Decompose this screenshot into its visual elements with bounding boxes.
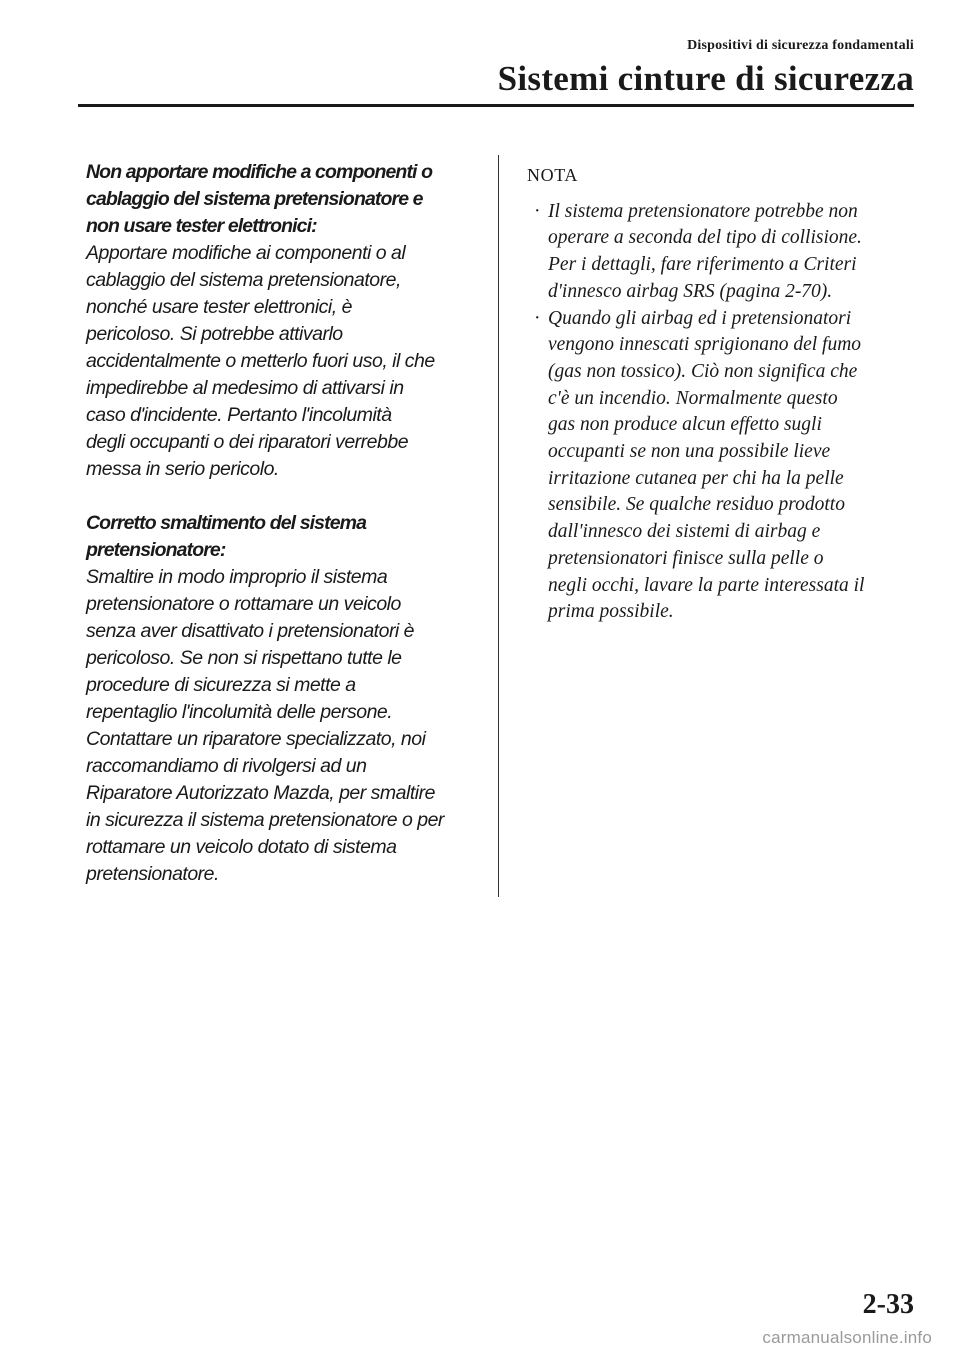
body-line: procedure di sicurezza si mette a xyxy=(86,674,356,696)
note-line: d'innesco airbag SRS (pagina 2-70). xyxy=(548,280,833,302)
note-line: negli occhi, lavare la parte interessata il xyxy=(548,574,865,596)
warning-heading xyxy=(86,510,486,564)
watermark: carmanualsonline.info xyxy=(762,1328,932,1347)
note-line: Per i dettagli, fare riferimento a Criteri xyxy=(548,254,857,276)
body-line: accidentalmente o metterlo fuori uso, il che xyxy=(86,350,435,372)
note-line: (gas non tossico). Ciò non significa che xyxy=(548,360,858,382)
column-divider xyxy=(498,155,499,897)
body-line: caso d'incidente. Pertanto l'incolumità xyxy=(86,404,392,426)
note-line: dall'innesco dei sistemi di airbag e xyxy=(548,521,821,543)
bullet-icon: · xyxy=(534,200,541,222)
note-line: Il sistema pretensionatore potrebbe non xyxy=(548,200,858,222)
bullet-icon: · xyxy=(534,307,541,329)
body-line: senza aver disattivato i pretensionatori è xyxy=(86,620,415,642)
note-line: c'è un incendio. Normalmente questo xyxy=(548,387,838,409)
page-title: Sistemi cinture di sicurezza xyxy=(497,59,914,98)
body-line: pretensionatore o rottamare un veicolo xyxy=(86,593,401,615)
note-line: vengono innescati sprigionano del fumo xyxy=(548,334,862,356)
note-line: Quando gli airbag ed i pretensionatori xyxy=(548,307,852,329)
page-number: 2-33 xyxy=(862,1289,914,1320)
body-line: in sicurezza il sistema pretensionatore o per xyxy=(86,809,444,831)
section-header: Dispositivi di sicurezza fondamentali xyxy=(687,38,914,53)
body-line: impedirebbe al medesimo di attivarsi in xyxy=(86,377,404,399)
heading-line: non usare tester elettronici: xyxy=(86,215,317,237)
body-line: messa in serio pericolo. xyxy=(86,458,279,480)
paragraph-gap xyxy=(86,483,486,510)
body-line: Riparatore Autorizzato Mazda, per smaltire xyxy=(86,782,435,804)
body-line: pericoloso. Si potrebbe attivarlo xyxy=(86,323,343,345)
note-column xyxy=(527,162,922,626)
note-line: gas non produce alcun effetto sugli xyxy=(548,414,822,436)
body-line: degli occupanti o dei riparatori verrebbe xyxy=(86,431,409,453)
note-line: sensibile. Se qualche residuo prodotto xyxy=(548,494,845,516)
header-rule xyxy=(78,104,914,107)
body-line: Contattare un riparatore specializzato, noi xyxy=(86,728,426,750)
body-line: repentaglio l'incolumità delle persone. xyxy=(86,701,393,723)
note-line: operare a seconda del tipo di collisione. xyxy=(548,227,862,249)
note-line: occupanti se non una possibile lieve xyxy=(548,441,831,463)
warning-block-disposal xyxy=(86,510,486,888)
body-line: Apportare modifiche ai componenti o al xyxy=(86,242,406,264)
heading-line: Non apportare modifiche a componenti o xyxy=(86,161,433,183)
heading-line: Corretto smaltimento del sistema xyxy=(86,512,367,534)
note-line: prima possibile. xyxy=(548,601,674,623)
warning-body xyxy=(86,240,486,483)
body-line: raccomandiamo di rivolgersi ad un xyxy=(86,755,367,777)
body-line: rottamare un veicolo dotato di sistema xyxy=(86,836,397,858)
note-label: NOTA xyxy=(527,165,578,185)
note-line: pretensionatori finisce sulla pelle o xyxy=(548,547,824,569)
heading-line: pretensionatore: xyxy=(86,539,226,561)
heading-line: cablaggio del sistema pretensionatore e xyxy=(86,188,423,210)
note-item xyxy=(527,306,922,626)
warning-heading xyxy=(86,159,486,240)
body-line: Smaltire in modo improprio il sistema xyxy=(86,566,388,588)
body-line: pretensionatore. xyxy=(86,863,219,885)
left-column xyxy=(86,159,486,888)
note-item xyxy=(527,199,922,306)
warning-body xyxy=(86,564,486,888)
body-line: nonché usare tester elettronici, è xyxy=(86,296,352,318)
body-line: cablaggio del sistema pretensionatore, xyxy=(86,269,401,291)
body-line: pericoloso. Se non si rispettano tutte le xyxy=(86,647,402,669)
note-line: irritazione cutanea per chi ha la pelle xyxy=(548,467,844,489)
warning-block-tampering xyxy=(86,159,486,483)
